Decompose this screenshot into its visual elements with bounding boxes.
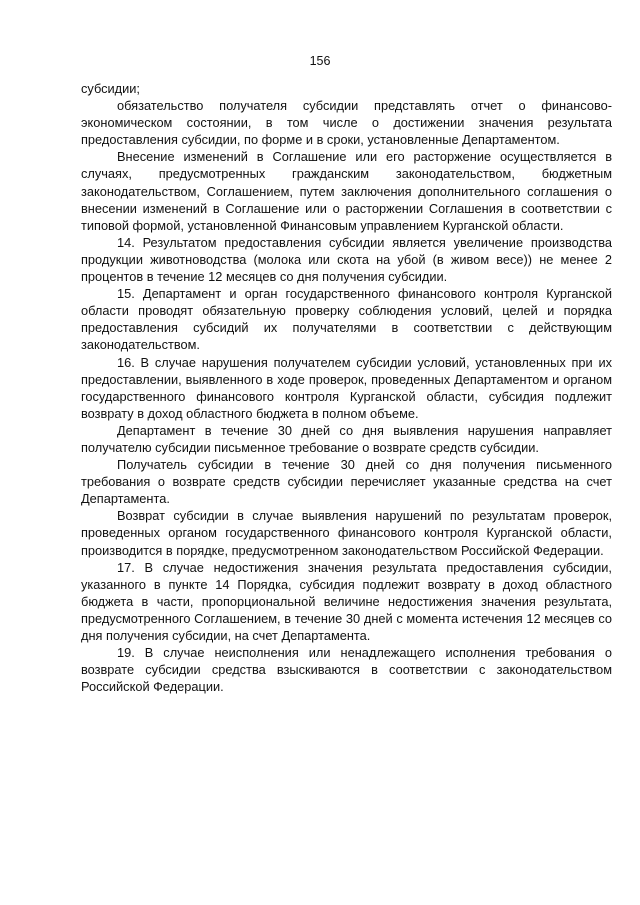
paragraph-item-14: 14. Результатом предоставления субсидии является увеличение производства продукции животноводства (молока или скота на убой (в живом весе)) не менее 2 процентов в течение 12 месяцев со дня получения субсидии. — [81, 234, 612, 285]
paragraph-refund-procedure: Возврат субсидии в случае выявления нарушений по результатам проверок, проведенных органом государственного финансового контроля Курганской области, производится в порядке, предусмотренном законодательством Российской Федерации. — [81, 508, 612, 558]
document-body — [81, 80, 612, 695]
paragraph-item-19: 19. В случае неисполнения или ненадлежащего исполнения требования о возврате субсидии средства взыскиваются в соответствии с законодательством Российской Федерации. — [81, 645, 612, 695]
paragraph-violation-notice: Департамент в течение 30 дней со дня выявления нарушения направляет получателю субсидии письменное требование о возврате средств субсидии. — [81, 422, 612, 455]
paragraph-item-16: 16. В случае нарушения получателем субсидии условий, установленных при их предоставлении, выявленного в ходе проверок, проведенных Департаментом и органом государственного финансового контроля Курганской области, субсидия подлежит возврату в доход областного бюджета в полном объеме. — [81, 354, 612, 421]
paragraph-reporting-obligation: обязательство получателя субсидии представлять отчет о финансово-экономическом состоянии, в том числе о достижении значения результата предоставления субсидии, по форме и в сроки, установленные Департаментом. — [81, 98, 612, 148]
page-number: 156 — [309, 54, 331, 68]
paragraph-item-17: 17. В случае недостижения значения результата предоставления субсидии, указанного в пункте 14 Порядка, субсидия подлежит возврату в доход областного бюджета в части, пропорциональной величине недостижения значения результата, предусмотренного Соглашением, в течение 30 дней с момента истечения 12 месяцев со дня получения субсидии, на счет Департамента. — [81, 559, 612, 643]
paragraph-continuation: субсидии; — [81, 81, 140, 96]
paragraph-agreement-changes: Внесение изменений в Соглашение или его расторжение осуществляется в случаях, предусмотренных гражданским законодательством, бюджетным законодательством, Соглашением, путем заключения дополнительного соглашения о внесении изменений в Соглашение или о расторжении Соглашения в соответствии с типовой формой, установленной Финансовым управлением Курганской области. — [81, 149, 612, 233]
paragraph-item-15: 15. Департамент и орган государственного финансового контроля Курганской области проводят обязательную проверку соблюдения условий, целей и порядка предоставления субсидий их получателями в соответствии с действующим законодательством. — [81, 286, 612, 353]
paragraph-refund-transfer: Получатель субсидии в течение 30 дней со дня получения письменного требования о возврате средств субсидии перечисляет указанные средства на счет Департамента. — [81, 457, 612, 507]
